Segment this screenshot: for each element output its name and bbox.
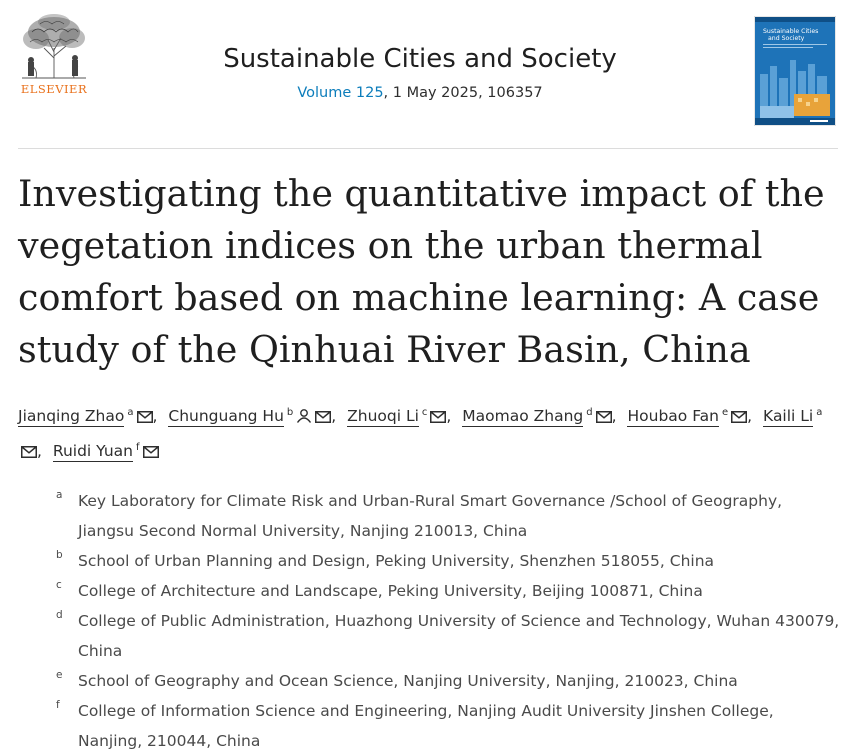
- publisher-wordmark: ELSEVIER: [20, 82, 88, 96]
- header-divider: [18, 148, 838, 149]
- affiliation-text: College of Information Science and Engineering, Nanjing Audit University Jinshen College, Nanjing, 210044, China: [78, 702, 774, 750]
- article-header: [0, 0, 855, 150]
- author-name-link[interactable]: Maomao Zhang: [462, 407, 584, 425]
- elsevier-tree-icon: [14, 12, 94, 80]
- affiliation-label: a: [56, 489, 63, 501]
- author-name-link[interactable]: Chunguang Hu: [168, 407, 284, 425]
- affiliation-text: Key Laboratory for Climate Risk and Urban-Rural Smart Governance /School of Geography, Jiangsu Second Normal University, Nanjing 210013, China: [78, 492, 783, 540]
- affiliation-text: College of Architecture and Landscape, Peking University, Beijing 100871, China: [78, 582, 703, 600]
- cover-title-line1: Sustainable Cities: [763, 28, 819, 35]
- volume-line: [150, 85, 690, 101]
- author-item: [627, 407, 747, 425]
- author-affiliation-mark: f: [136, 442, 140, 453]
- journal-title[interactable]: Sustainable Cities and Society: [223, 44, 617, 74]
- email-icon[interactable]: [731, 403, 747, 433]
- issue-info: , 1 May 2025, 106357: [383, 85, 543, 101]
- affiliation-item: [52, 486, 842, 546]
- affiliation-text: School of Geography and Ocean Science, Nanjing University, Nanjing, 210023, China: [78, 672, 738, 690]
- affiliation-item: [52, 666, 842, 696]
- author-name-link[interactable]: Houbao Fan: [627, 407, 720, 425]
- affiliation-text: College of Public Administration, Huazhong University of Science and Technology, Wuhan 430079, China: [78, 612, 840, 660]
- author-item: [18, 407, 153, 425]
- journal-cover-thumbnail[interactable]: [754, 16, 836, 126]
- author-name-link[interactable]: Ruidi Yuan: [52, 442, 133, 460]
- author-name-link[interactable]: Jianqing Zhao: [18, 407, 125, 425]
- email-icon[interactable]: [596, 403, 612, 433]
- author-name-link[interactable]: Zhuoqi Li: [347, 407, 419, 425]
- affiliation-item: [52, 606, 842, 666]
- author-item: [462, 407, 611, 425]
- email-icon[interactable]: [21, 438, 37, 468]
- affiliation-item: [52, 546, 842, 576]
- author-affiliation-mark: a: [816, 407, 823, 418]
- author-affiliation-mark: b: [286, 407, 294, 418]
- email-icon[interactable]: [137, 403, 153, 433]
- affiliation-label: f: [56, 699, 60, 711]
- email-icon[interactable]: [430, 403, 446, 433]
- author-item: [347, 407, 446, 425]
- author-affiliation-mark: e: [722, 407, 729, 418]
- affiliation-label: e: [56, 669, 63, 681]
- cover-title-line2: and Society: [768, 35, 805, 42]
- volume-link[interactable]: Volume 125: [297, 85, 384, 101]
- author-item: [168, 407, 331, 425]
- email-icon[interactable]: [143, 438, 159, 468]
- affiliation-label: b: [56, 549, 63, 561]
- author-affiliation-mark: c: [421, 407, 428, 418]
- email-icon[interactable]: [315, 403, 331, 433]
- elsevier-logo[interactable]: [14, 12, 94, 102]
- corresponding-author-icon[interactable]: [296, 403, 312, 433]
- author-affiliation-mark: a: [127, 407, 134, 418]
- author-affiliation-mark: d: [586, 407, 593, 418]
- affiliation-item: [52, 576, 842, 606]
- affiliation-label: c: [56, 579, 62, 591]
- author-list: Jianqing Zhao $^a$ , Chunguang Hu $^b$ , Zhuoqi Li $^c$ , Maomao Zhang $^d$ , Houbao Fan $^e$ , Kaili Li $^a$, Ruidi Yuan $^f$: [18, 398, 838, 468]
- affiliation-text: School of Urban Planning and Design, Peking University, Shenzhen 518055, China: [78, 552, 715, 570]
- author-name-link[interactable]: Kaili Li: [763, 407, 814, 425]
- cover-image: [754, 16, 836, 126]
- affiliation-list: [52, 486, 842, 756]
- author-item: [53, 442, 159, 460]
- affiliation-item: [52, 696, 842, 756]
- article-title: Investigating the quantitative impact of the vegetation indices on the urban thermal comfort based on machine learning: A case study of the Qinhuai River Basin, China: [18, 172, 825, 371]
- affiliation-label: d: [56, 609, 63, 621]
